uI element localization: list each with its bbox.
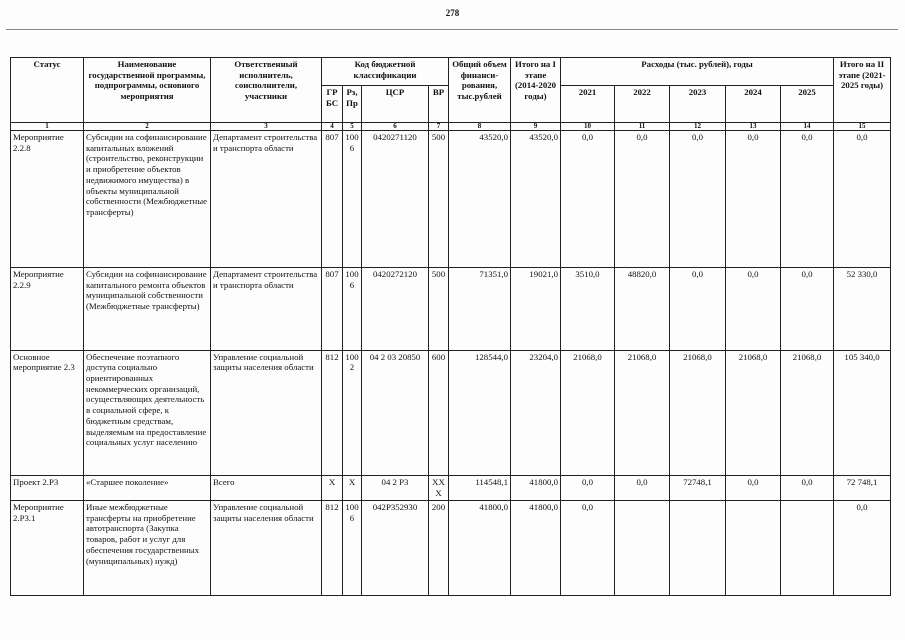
header-budget-code: Код бюджетной классификации — [322, 58, 449, 86]
column-number: 10 — [561, 123, 615, 131]
cell-stage2: 0,0 — [834, 131, 891, 268]
cell-vr: ХХ Х — [429, 476, 449, 501]
cell-2023 — [670, 501, 726, 596]
header-year-2023: 2023 — [670, 86, 726, 123]
cell-responsible: Департамент строительства и транспорта области — [211, 267, 322, 350]
cell-csr: 04 2 03 20850 — [362, 350, 429, 476]
cell-status: Основное мероприятие 2.3 — [11, 350, 84, 476]
cell-2025: 21068,0 — [781, 350, 834, 476]
cell-vr: 600 — [429, 350, 449, 476]
header-year-2022: 2022 — [615, 86, 670, 123]
cell-2022: 0,0 — [615, 131, 670, 268]
cell-2024: 21068,0 — [726, 350, 781, 476]
cell-total: 128544,0 — [449, 350, 511, 476]
table-row — [11, 476, 891, 501]
cell-2025: 0,0 — [781, 131, 834, 268]
cell-status: Проект 2.Р3 — [11, 476, 84, 501]
column-number: 14 — [781, 123, 834, 131]
cell-stage1: 19021,0 — [511, 267, 561, 350]
cell-2021: 0,0 — [561, 476, 615, 501]
cell-csr: 04 2 Р3 — [362, 476, 429, 501]
cell-2022: 0,0 — [615, 476, 670, 501]
cell-rzpr: 1006 — [343, 267, 362, 350]
column-number: 3 — [211, 123, 322, 131]
column-number: 2 — [84, 123, 211, 131]
cell-stage2: 105 340,0 — [834, 350, 891, 476]
cell-2022: 21068,0 — [615, 350, 670, 476]
cell-2023: 0,0 — [670, 267, 726, 350]
cell-stage2: 72 748,1 — [834, 476, 891, 501]
cell-grbs: Х — [322, 476, 343, 501]
cell-rzpr: 1002 — [343, 350, 362, 476]
cell-stage1: 43520,0 — [511, 131, 561, 268]
header-grbs: ГРБС — [322, 86, 343, 123]
cell-2023: 72748,1 — [670, 476, 726, 501]
header-total-volume: Общий объем финанси-рования, тыс.рублей — [449, 58, 511, 123]
header-year-2025: 2025 — [781, 86, 834, 123]
header-responsible: Ответственный исполнитель, соисполнители, участники — [211, 58, 322, 123]
column-number: 12 — [670, 123, 726, 131]
column-number: 4 — [322, 123, 343, 131]
header-year-2024: 2024 — [726, 86, 781, 123]
cell-2021: 21068,0 — [561, 350, 615, 476]
header-expenses: Расходы (тыс. рублей), годы — [561, 58, 834, 86]
cell-2024: 0,0 — [726, 131, 781, 268]
cell-stage1: 41800,0 — [511, 501, 561, 596]
cell-stage1: 23204,0 — [511, 350, 561, 476]
cell-name: Обеспечение поэтапного доступа социально ориентированных некоммерческих организаций, осуществляющих деятельность в социальной сфере, к бюджетным средствам, выделяемым на предоставление социальных услуг населению — [84, 350, 211, 476]
table-row — [11, 501, 891, 596]
cell-2022 — [615, 501, 670, 596]
cell-rzpr: 1006 — [343, 501, 362, 596]
cell-stage1: 41800,0 — [511, 476, 561, 501]
page-number: 278 — [445, 8, 460, 18]
column-number: 1 — [11, 123, 84, 131]
cell-total: 114548,1 — [449, 476, 511, 501]
cell-grbs: 807 — [322, 131, 343, 268]
cell-name: Иные межбюджетные трансферты на приобретение автотранспорта (Закупка товаров, работ и услуг для обеспечения государственных (муниципальных) нужд) — [84, 501, 211, 596]
cell-status: Мероприятие 2.2.9 — [11, 267, 84, 350]
cell-responsible: Управление социальной защиты населения области — [211, 350, 322, 476]
cell-stage2: 52 330,0 — [834, 267, 891, 350]
column-number: 9 — [511, 123, 561, 131]
header-csr: ЦСР — [362, 86, 429, 123]
cell-2023: 0,0 — [670, 131, 726, 268]
cell-responsible: Управление социальной защиты населения области — [211, 501, 322, 596]
cell-2021: 0,0 — [561, 501, 615, 596]
cell-2025 — [781, 501, 834, 596]
cell-csr: 0420272120 — [362, 267, 429, 350]
header-year-2021: 2021 — [561, 86, 615, 123]
cell-stage2: 0,0 — [834, 501, 891, 596]
table-row — [11, 267, 891, 350]
header-name: Наименование государственной программы, подпрограммы, основного мероприятия — [84, 58, 211, 123]
table-row — [11, 131, 891, 268]
budget-table — [10, 57, 891, 596]
cell-vr: 500 — [429, 267, 449, 350]
column-number: 8 — [449, 123, 511, 131]
cell-csr: 042Р352930 — [362, 501, 429, 596]
header-status: Статус — [11, 58, 84, 123]
cell-status: Мероприятие 2.Р3.1 — [11, 501, 84, 596]
cell-rzpr: Х — [343, 476, 362, 501]
header-stage1-total: Итого на I этапе (2014-2020 годы) — [511, 58, 561, 123]
cell-2025: 0,0 — [781, 476, 834, 501]
header-rzpr: Рз, Пр — [343, 86, 362, 123]
cell-responsible: Всего — [211, 476, 322, 501]
cell-name: Субсидии на софинансирование капитальных вложений (строительство, реконструкции и приобретение объектов недвижимого имущества) в объекты муниципальной собственности (Межбюджетные трансферты) — [84, 131, 211, 268]
cell-total: 43520,0 — [449, 131, 511, 268]
cell-vr: 500 — [429, 131, 449, 268]
header-stage2-total: Итого на II этапе (2021-2025 годы) — [834, 58, 891, 123]
top-rule — [6, 29, 898, 30]
column-number: 11 — [615, 123, 670, 131]
column-number: 13 — [726, 123, 781, 131]
cell-2024 — [726, 501, 781, 596]
cell-grbs: 812 — [322, 501, 343, 596]
cell-2024: 0,0 — [726, 476, 781, 501]
cell-vr: 200 — [429, 501, 449, 596]
column-number: 7 — [429, 123, 449, 131]
cell-grbs: 807 — [322, 267, 343, 350]
column-number: 5 — [343, 123, 362, 131]
cell-name: Субсидии на софинансирование капитального ремонта объектов муниципальной собственности (Межбюджетные трансферты) — [84, 267, 211, 350]
cell-name: «Старшее поколение» — [84, 476, 211, 501]
header-vr: ВР — [429, 86, 449, 123]
cell-2025: 0,0 — [781, 267, 834, 350]
cell-total: 71351,0 — [449, 267, 511, 350]
cell-2024: 0,0 — [726, 267, 781, 350]
column-number: 15 — [834, 123, 891, 131]
cell-2022: 48820,0 — [615, 267, 670, 350]
cell-responsible: Департамент строительства и транспорта области — [211, 131, 322, 268]
cell-2023: 21068,0 — [670, 350, 726, 476]
table-row — [11, 350, 891, 476]
cell-status: Мероприятие 2.2.8 — [11, 131, 84, 268]
cell-csr: 0420271120 — [362, 131, 429, 268]
cell-2021: 3510,0 — [561, 267, 615, 350]
cell-2021: 0,0 — [561, 131, 615, 268]
column-number: 6 — [362, 123, 429, 131]
cell-total: 41800,0 — [449, 501, 511, 596]
cell-grbs: 812 — [322, 350, 343, 476]
cell-rzpr: 1006 — [343, 131, 362, 268]
